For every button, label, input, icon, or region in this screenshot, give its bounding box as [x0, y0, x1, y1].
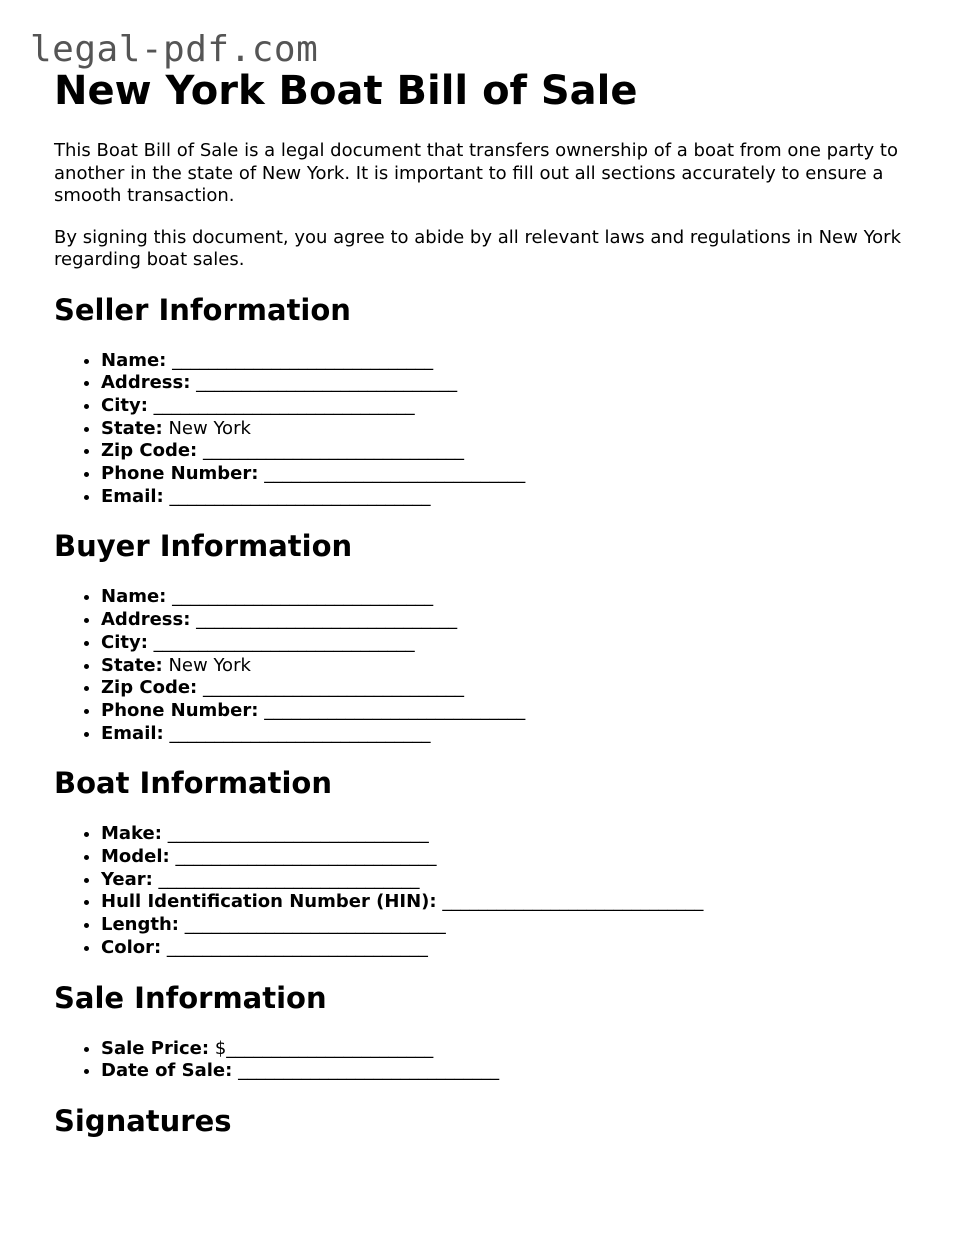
seller-phone-field[interactable]: • Phone Number: _____________________________	[101, 463, 934, 486]
seller-section-heading: Seller Information	[54, 292, 351, 327]
buyer-address-field[interactable]: • Address: _____________________________	[101, 609, 934, 632]
sale-field-list	[54, 1038, 934, 1083]
boat-color-field[interactable]: • Color: _____________________________	[101, 937, 934, 960]
sale-price-field[interactable]: • Sale Price: $_______________________	[101, 1038, 934, 1061]
seller-address-field[interactable]: • Address: _____________________________	[101, 372, 934, 395]
sale-date-field[interactable]: • Date of Sale: _____________________________	[101, 1060, 934, 1083]
intro-paragraph: By signing this document, you agree to abide by all relevant laws and regulations in New York regarding boat sales.	[54, 226, 902, 270]
buyer-field-list	[54, 586, 934, 745]
buyer-name-field[interactable]: • Name: _____________________________	[101, 586, 934, 609]
boat-hin-field[interactable]: • Hull Identification Number (HIN): _____________________________	[101, 891, 934, 914]
boat-model-field[interactable]: • Model: _____________________________	[101, 846, 934, 869]
page-title: New York Boat Bill of Sale	[54, 68, 638, 114]
buyer-email-field[interactable]: • Email: _____________________________	[101, 723, 934, 746]
boat-year-field[interactable]: • Year: _____________________________	[101, 869, 934, 892]
seller-zip-field[interactable]: • Zip Code: _____________________________	[101, 440, 934, 463]
boat-length-field[interactable]: • Length: _____________________________	[101, 914, 934, 937]
signatures-section-heading: Signatures	[54, 1103, 232, 1138]
seller-field-list	[54, 350, 934, 509]
intro-paragraph: This Boat Bill of Sale is a legal document that transfers ownership of a boat from one party to another in the state of New York. It is important to fill out all sections accurately to ensure a smooth transaction.	[54, 140, 898, 206]
boat-make-field[interactable]: • Make: _____________________________	[101, 823, 934, 846]
boat-section-heading: Boat Information	[54, 766, 332, 801]
sale-section-heading: Sale Information	[54, 980, 327, 1015]
buyer-phone-field[interactable]: • Phone Number: _____________________________	[101, 700, 934, 723]
seller-city-field[interactable]: • City: _____________________________	[101, 395, 934, 418]
seller-email-field[interactable]: • Email: _____________________________	[101, 486, 934, 509]
seller-state-field: • State: New York	[101, 418, 934, 441]
buyer-state-field: • State: New York	[101, 655, 934, 678]
buyer-section-heading: Buyer Information	[54, 529, 353, 564]
watermark-logo: legal-pdf.com	[30, 29, 319, 70]
document-page	[54, 66, 934, 1161]
seller-name-field[interactable]: • Name: _____________________________	[101, 350, 934, 373]
buyer-city-field[interactable]: • City: _____________________________	[101, 632, 934, 655]
buyer-zip-field[interactable]: • Zip Code: _____________________________	[101, 677, 934, 700]
boat-field-list	[54, 823, 934, 959]
